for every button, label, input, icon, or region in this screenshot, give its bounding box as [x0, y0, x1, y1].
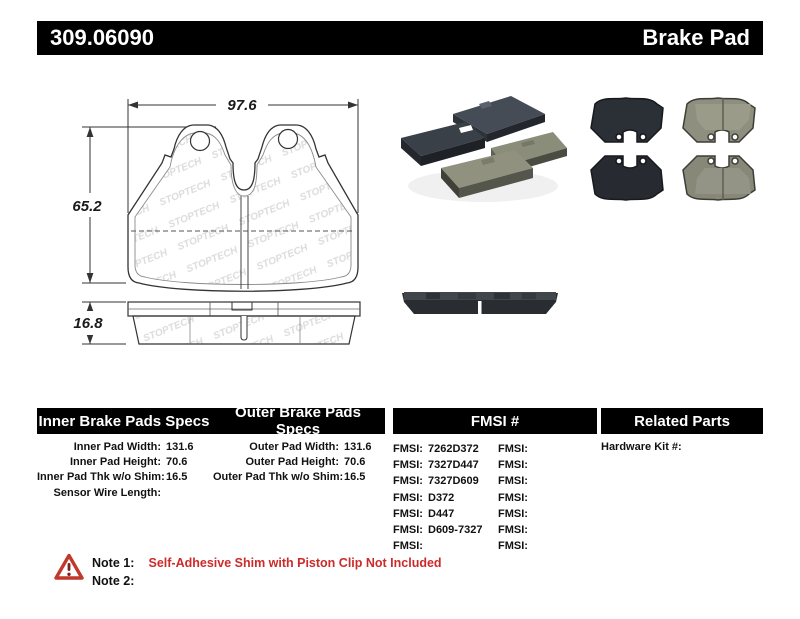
- related-parts-header-bar: [601, 408, 763, 434]
- pads-perspective-photo: [393, 86, 568, 226]
- table-row: [393, 506, 533, 522]
- fmsi-value: [428, 538, 498, 554]
- product-type-title: Brake Pad: [642, 25, 750, 50]
- pads-flat-photo: [583, 88, 798, 220]
- fmsi-label: FMSI:: [498, 491, 528, 504]
- outer-specs-table: [213, 440, 372, 486]
- spec-value: 131.6: [166, 441, 194, 453]
- note-2: [92, 574, 145, 588]
- spec-value: 131.6: [344, 441, 372, 453]
- fmsi-table: [393, 441, 533, 554]
- height-dim-label: 65.2: [72, 198, 102, 215]
- pad-photo-left: [401, 122, 485, 166]
- related-parts-title: Related Parts: [634, 412, 730, 430]
- note-2-label: Note 2:: [92, 574, 135, 588]
- spec-value: 70.6: [166, 456, 188, 469]
- table-row: [37, 470, 194, 485]
- spec-label: Outer Pad Height:: [245, 456, 339, 469]
- fmsi-value: 7327D609: [428, 475, 479, 488]
- pad-front-view: [128, 125, 358, 291]
- table-row: [37, 486, 194, 501]
- fmsi-label: FMSI:: [393, 540, 423, 553]
- spec-value: 70.6: [344, 456, 366, 469]
- table-row: [213, 455, 372, 470]
- pads-edge-photo: [396, 288, 564, 322]
- table-row: [393, 441, 533, 457]
- fmsi-label: FMSI:: [498, 540, 528, 553]
- fmsi-value: 7327D447: [428, 459, 479, 472]
- table-row: [213, 470, 372, 485]
- width-dim-label: 97.6: [227, 97, 257, 114]
- spec-label: Inner Pad Height:: [69, 456, 161, 469]
- pad-flat-friction-top: [683, 98, 755, 142]
- spec-label: Outer Pad Width:: [249, 441, 339, 453]
- note-1-label: Note 1:: [92, 556, 135, 570]
- spec-value: 16.5: [344, 471, 366, 484]
- note-1-text: Self-Adhesive Shim with Piston Clip Not Included: [148, 556, 442, 570]
- inner-specs-title: Inner Brake Pads Specs: [38, 412, 210, 430]
- fmsi-value: D372: [428, 491, 455, 504]
- note-1: [92, 556, 442, 570]
- spec-label: Outer Pad Thk w/o Shim:: [213, 471, 344, 484]
- pad-side-view: [128, 302, 360, 344]
- fmsi-header-bar: [393, 408, 597, 434]
- fmsi-title: FMSI #: [470, 412, 520, 430]
- fmsi-label: FMSI:: [393, 491, 423, 504]
- table-row: [393, 538, 533, 554]
- spec-label: Inner Pad Thk w/o Shim:: [37, 471, 165, 484]
- specs-header-bar: [37, 404, 385, 438]
- pad-flat-back-bottom: [591, 156, 663, 200]
- fmsi-label: FMSI:: [393, 459, 423, 472]
- fmsi-label: FMSI:: [498, 475, 528, 488]
- fmsi-label: FMSI:: [393, 524, 423, 537]
- table-row: [213, 440, 372, 455]
- fmsi-label: FMSI:: [393, 475, 423, 488]
- fmsi-value: D609-7327: [428, 524, 483, 537]
- outer-specs-title: Outer Brake Pads Specs: [235, 404, 361, 438]
- fmsi-label: FMSI:: [393, 443, 423, 455]
- header-bar: [37, 21, 763, 55]
- fmsi-value: 7262D372: [428, 443, 479, 455]
- right-ear-hole: [279, 130, 298, 149]
- fmsi-label: FMSI:: [498, 459, 528, 472]
- part-number: 309.06090: [50, 25, 154, 50]
- fmsi-label: FMSI:: [498, 507, 528, 520]
- fmsi-label: FMSI:: [498, 524, 528, 537]
- table-row: [393, 522, 533, 538]
- pad-flat-friction-bottom: [683, 156, 755, 200]
- hardware-kit-label: Hardware Kit #:: [601, 441, 682, 453]
- brake-pad-technical-drawing: [38, 83, 383, 393]
- warning-icon: [54, 553, 84, 581]
- table-row: [393, 473, 533, 489]
- spec-value: 16.5: [166, 471, 188, 484]
- fmsi-label: FMSI:: [498, 443, 528, 455]
- table-row: [37, 440, 194, 455]
- fmsi-label: FMSI:: [393, 507, 423, 520]
- pad-flat-back-top: [591, 98, 663, 142]
- spec-label: Sensor Wire Length:: [53, 486, 161, 499]
- fmsi-value: D447: [428, 507, 455, 520]
- table-row: [37, 455, 194, 470]
- inner-specs-table: [37, 440, 194, 501]
- spec-label: Inner Pad Width:: [73, 441, 161, 453]
- table-row: [393, 457, 533, 473]
- left-ear-hole: [191, 132, 210, 151]
- table-row: [393, 490, 533, 506]
- thickness-dim-label: 16.8: [73, 315, 103, 332]
